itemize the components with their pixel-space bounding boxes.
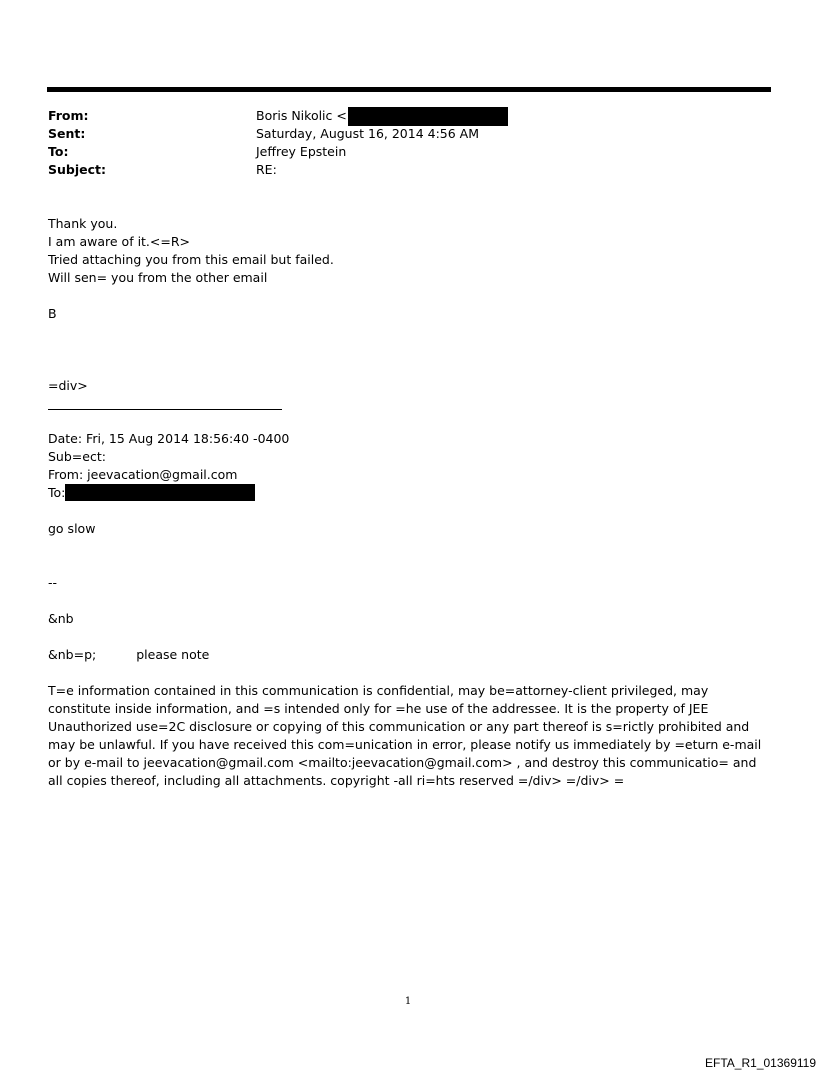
from-name: Boris Nikolic < [256,108,347,123]
subject-value: RE: [256,162,277,177]
from-value [256,107,508,126]
nbp-text: &nb=p; [48,647,97,662]
disclaimer-paragraph: T=e information contained in this communication is confidential, may be=attorney-client privileged, may constitute inside information, and =s intended only for =he use of the addressee. It is the property of JEE Unauthorized use=2C disclosure or copying of this communication or any part thereof is s=rictly prohibited and may be unlawful. If you have received this com=unication in error, please notify us immediately by =eturn e-mail or by e-mail to jeevacation@gmail.com <mailto:jeevacation@gmail.com> , and destroy this communicatio= and all copies thereof, including all attachments. copyright -all ri=hts reserved =/div> =/div> = [48,683,762,788]
body-line-3: Tried attaching you from this email but failed. [48,252,334,267]
please-note-text: please note [136,647,210,662]
please-note-row [48,646,209,664]
div-tag-text: =div> [48,378,88,393]
nb-text: &nb [48,611,74,626]
redaction-block [348,107,508,126]
quoted-to: To: [48,485,66,500]
body-line-4: Will sen= you from the other email [48,270,268,285]
quoted-message: go slow [48,521,96,536]
sent-label: Sent: [48,126,86,141]
body-line-1: Thank you. [48,216,118,231]
sent-value: Saturday, August 16, 2014 4:56 AM [256,126,480,141]
header-rule [47,87,771,92]
from-label: From: [48,108,89,123]
subject-label: Subject: [48,162,106,177]
signature-dashes: -- [48,575,58,590]
quoted-subject: Sub=ect: [48,449,106,464]
signature: B [48,306,57,321]
to-label: To: [48,144,69,159]
document-id: EFTA_R1_01369119 [705,1056,816,1070]
quoted-date: Date: Fri, 15 Aug 2014 18:56:40 -0400 [48,431,290,446]
quoted-to-row [48,484,255,502]
body-line-2: I am aware of it.<=R> [48,234,191,249]
quote-divider [48,409,282,410]
to-value: Jeffrey Epstein [256,144,347,159]
quoted-from: From: jeevacation@gmail.com [48,467,238,482]
page-number: 1 [404,996,412,1007]
redaction-block [65,484,255,501]
